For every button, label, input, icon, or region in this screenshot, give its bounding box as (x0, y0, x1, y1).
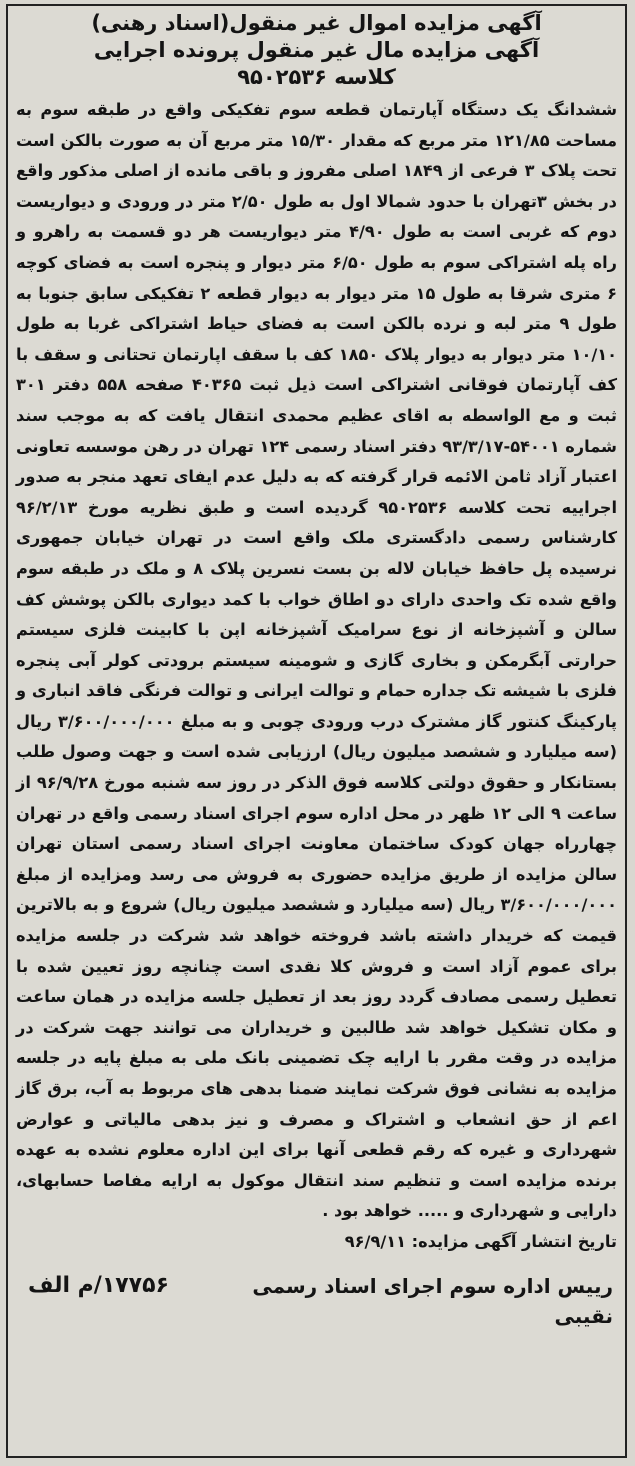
notice-header (8, 10, 625, 91)
notice-footer (16, 1261, 617, 1341)
header-title: آگهی مزایده اموال غیر منقول(اسناد رهنی) (91, 11, 542, 35)
header-case-number: کلاسه ۹۵۰۲۵۳۶ (237, 65, 396, 89)
notice-code: ۱۷۷۵۶/م الف (28, 1272, 169, 1298)
signature-title: رییس اداره سوم اجرای اسناد رسمی (252, 1273, 613, 1298)
auction-notice (6, 4, 627, 1458)
notice-body (16, 95, 617, 1227)
signature-block (252, 1271, 613, 1331)
signature-name: نقیبی (554, 1303, 613, 1328)
header-subtitle: آگهی مزایده مال غیر منقول پرونده اجرایی (93, 38, 540, 62)
publication-date: تاریخ انتشار آگهی مزایده: ۹۶/۹/۱۱ (344, 1231, 617, 1251)
notice-body-paragraph: ششدانگ یک دستگاه آپارتمان قطعه سوم تفکیکی واقع در طبقه سوم به مساحت ۱۲۱/۸۵ متر مربع که مقدار ۱۵/۳۰ متر مربع آن به صورت بالکن است تحت پلاک ۳ فرعی از ۱۸۴۹ اصلی مفروز و باقی مانده از اصلی مذکور واقع در بخش ۳تهران با حدود شمالا اول به طول ۲/۵۰ متر در ورودی و دیواریست دوم که غربی است به طول ۴/۹۰ متر دیواریست هر دو قسمت به راهرو و راه پله اشتراکی سوم به طول ۶/۵۰ متر دیوار و پنجره است به فضای کوچه ۶ متری شرقا به طول ۱۵ متر دیوار به دیوار قطعه ۲ تفکیکی سابق جنوبا به طول ۹ متر لبه و نرده بالکن است به فضای حیاط اشتراکی غربا به طول ۱۰/۱۰ متر دیوار به دیوار پلاک ۱۸۵۰ کف با سقف اپارتمان تحتانی و سقف با کف آپارتمان فوقانی اشتراکی است ذیل ثبت ۴۰۳۶۵ صفحه ۵۵۸ دفتر ۳۰۱ ثبت و مع الواسطه به اقای عظیم محمدی انتقال یافت که به موجب سند شماره ۵۴۰۰۱-۹۳/۳/۱۷ دفتر اسناد رسمی ۱۲۴ تهران در رهن موسسه تعاونی اعتبار آزاد ثامن الائمه قرار گرفته که به دلیل عدم ایفای تعهد منجر به صدور اجراییه تحت کلاسه ۹۵۰۲۵۳۶ گردیده است و طبق نظریه مورخ ۹۶/۲/۱۳ کارشناس رسمی دادگستری ملک واقع است در تهران خیابان جمهوری نرسیده پل حافظ خیابان لاله بن بست نسرین پلاک ۸ و ملک در طبقه سوم واقع شده تک واحدی دارای دو اطاق خواب با کمد دیواری بالکن پوشش کف سالن و آشپزخانه از نوع سرامیک آشپزخانه اپن با کابینت فلزی سیستم حرارتی آبگرمکن و بخاری گازی و شومینه سیستم برودتی کولر آبی پنجره فلزی با شیشه تک جداره حمام و توالت ایرانی و توالت فرنگی فاقد انباری و پارکینگ کنتور گاز مشترک درب ورودی چوبی و به مبلغ ۳/۶۰۰/۰۰۰/۰۰۰ ریال (سه میلیارد و ششصد میلیون ریال) ارزیابی شده است و جهت وصول طلب بستانکار و حقوق دولتی کلاسه فوق الذکر در روز سه شنبه مورخ ۹۶/۹/۲۸ از ساعت ۹ الی ۱۲ ظهر در محل اداره سوم اجرای اسناد رسمی واقع در تهران چهارراه جهان کودک ساختمان معاونت اجرای اسناد رسمی استان تهران سالن مزایده از طریق مزایده حضوری به فروش می رسد ومزایده از مبلغ ۳/۶۰۰/۰۰۰/۰۰۰ ریال (سه میلیارد و ششصد میلیون ریال) شروع و به بالاترین قیمت که خریدار داشته باشد فروخته خواهد شد شرکت در جلسه مزایده برای عموم آزاد است و فروش کلا نقدی است چنانچه روز تعیین شده با تعطیل رسمی مصادف گردد روز بعد از تعطیل جلسه مزایده در همان ساعت و مکان تشکیل خواهد شد طالبین و خریداران می توانند جهت شرکت در مزایده در وقت مقرر با ارایه چک تضمینی بانک ملی به مبلغ پایه در جلسه مزایده به نشانی فوق شرکت نمایند ضمنا بدهی های مربوط به آب، برق گاز اعم از حق انشعاب و اشتراک و مصرف و نیز بدهی مالیاتی و عوارض شهرداری و غیره که رقم قطعی آنها برای این اداره معلوم نشده به عهده برنده مزایده است و تنظیم سند انتقال موکول به ارایه مفاصا حسابهای، دارایی و شهرداری و ..... خواهد بود . (16, 100, 618, 1221)
